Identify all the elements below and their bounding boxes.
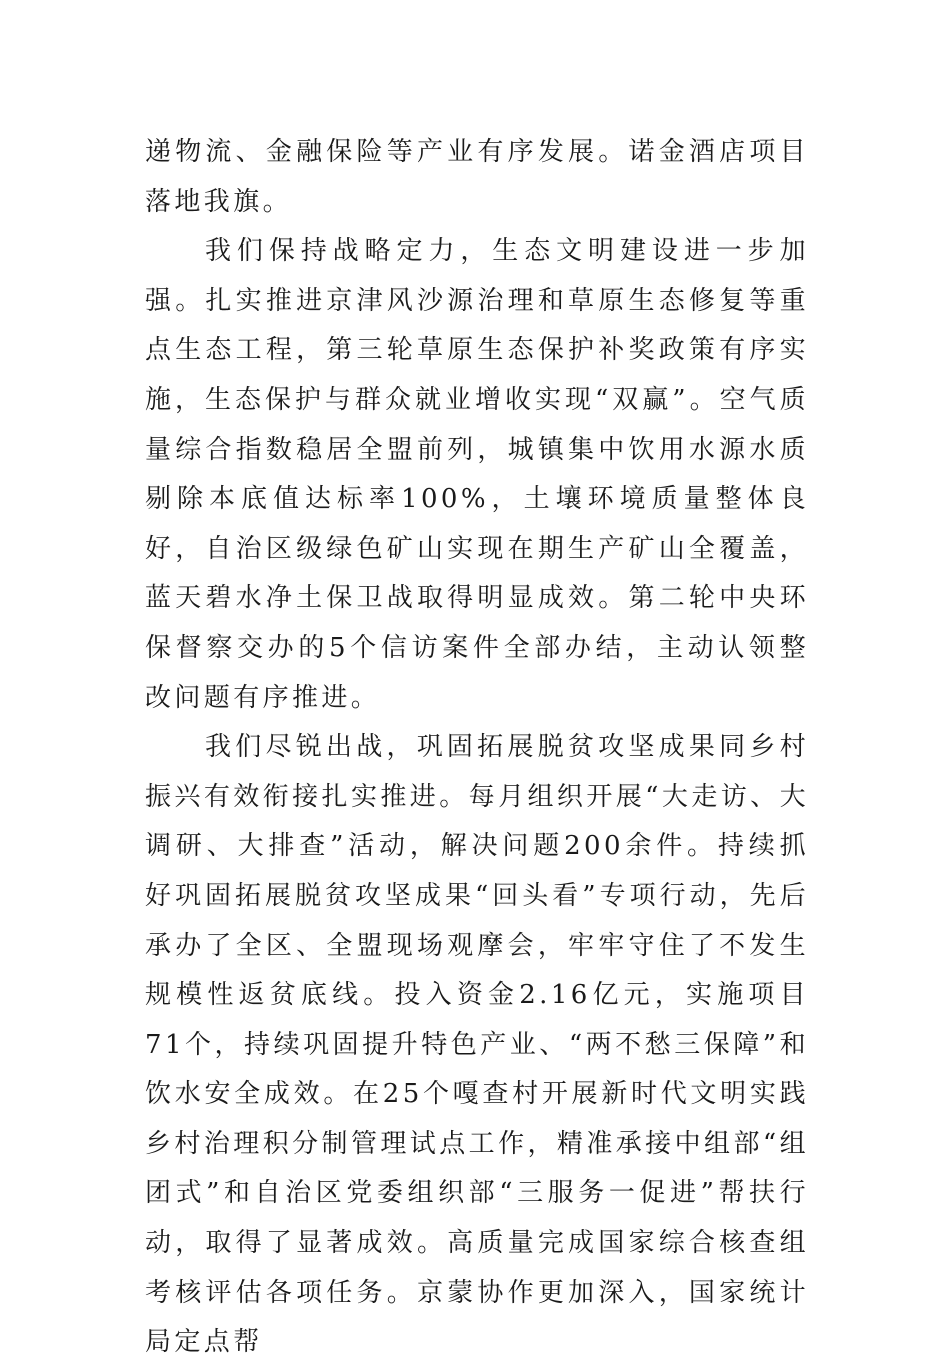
paragraph-ecology: 我们保持战略定力，生态文明建设进一步加强。扎实推进京津风沙源治理和草原生态修复等重点生态工程，第三轮草原生态保护补奖政策有序实施，生态保护与群众就业增收实现“双赢”。空气质量综合指数稳居全盟前列，城镇集中饮用水源水质剔除本底值达标率100%，土壤环境质量整体良好，自治区级绿色矿山实现在期生产矿山全覆盖，蓝天碧水净土保卫战取得明显成效。第二轮中央环保督察交办的5个信访案件全部办结，主动认领整改问题有序推进。: [145, 236, 809, 713]
paragraph-continuation: 递物流、金融保险等产业有序发展。诺金酒店项目落地我旗。: [145, 137, 809, 217]
document-page: [145, 128, 809, 1368]
paragraph-poverty-alleviation: 我们尽锐出战，巩固拓展脱贫攻坚成果同乡村振兴有效衔接扎实推进。每月组织开展“大走访、大调研、大排查”活动，解决问题200余件。持续抓好巩固拓展脱贫攻坚成果“回头看”专项行动，先后承办了全区、全盟现场观摩会，牢牢守住了不发生规模性返贫底线。投入资金2.16亿元，实施项目71个，持续巩固提升特色产业、“两不愁三保障”和饮水安全成效。在25个嘎查村开展新时代文明实践乡村治理积分制管理试点工作，精准承接中组部“组团式”和自治区党委组织部“三服务一促进”帮扶行动，取得了显著成效。高质量完成国家综合核查组考核评估各项任务。京蒙协作更加深入，国家统计局定点帮: [145, 732, 809, 1358]
